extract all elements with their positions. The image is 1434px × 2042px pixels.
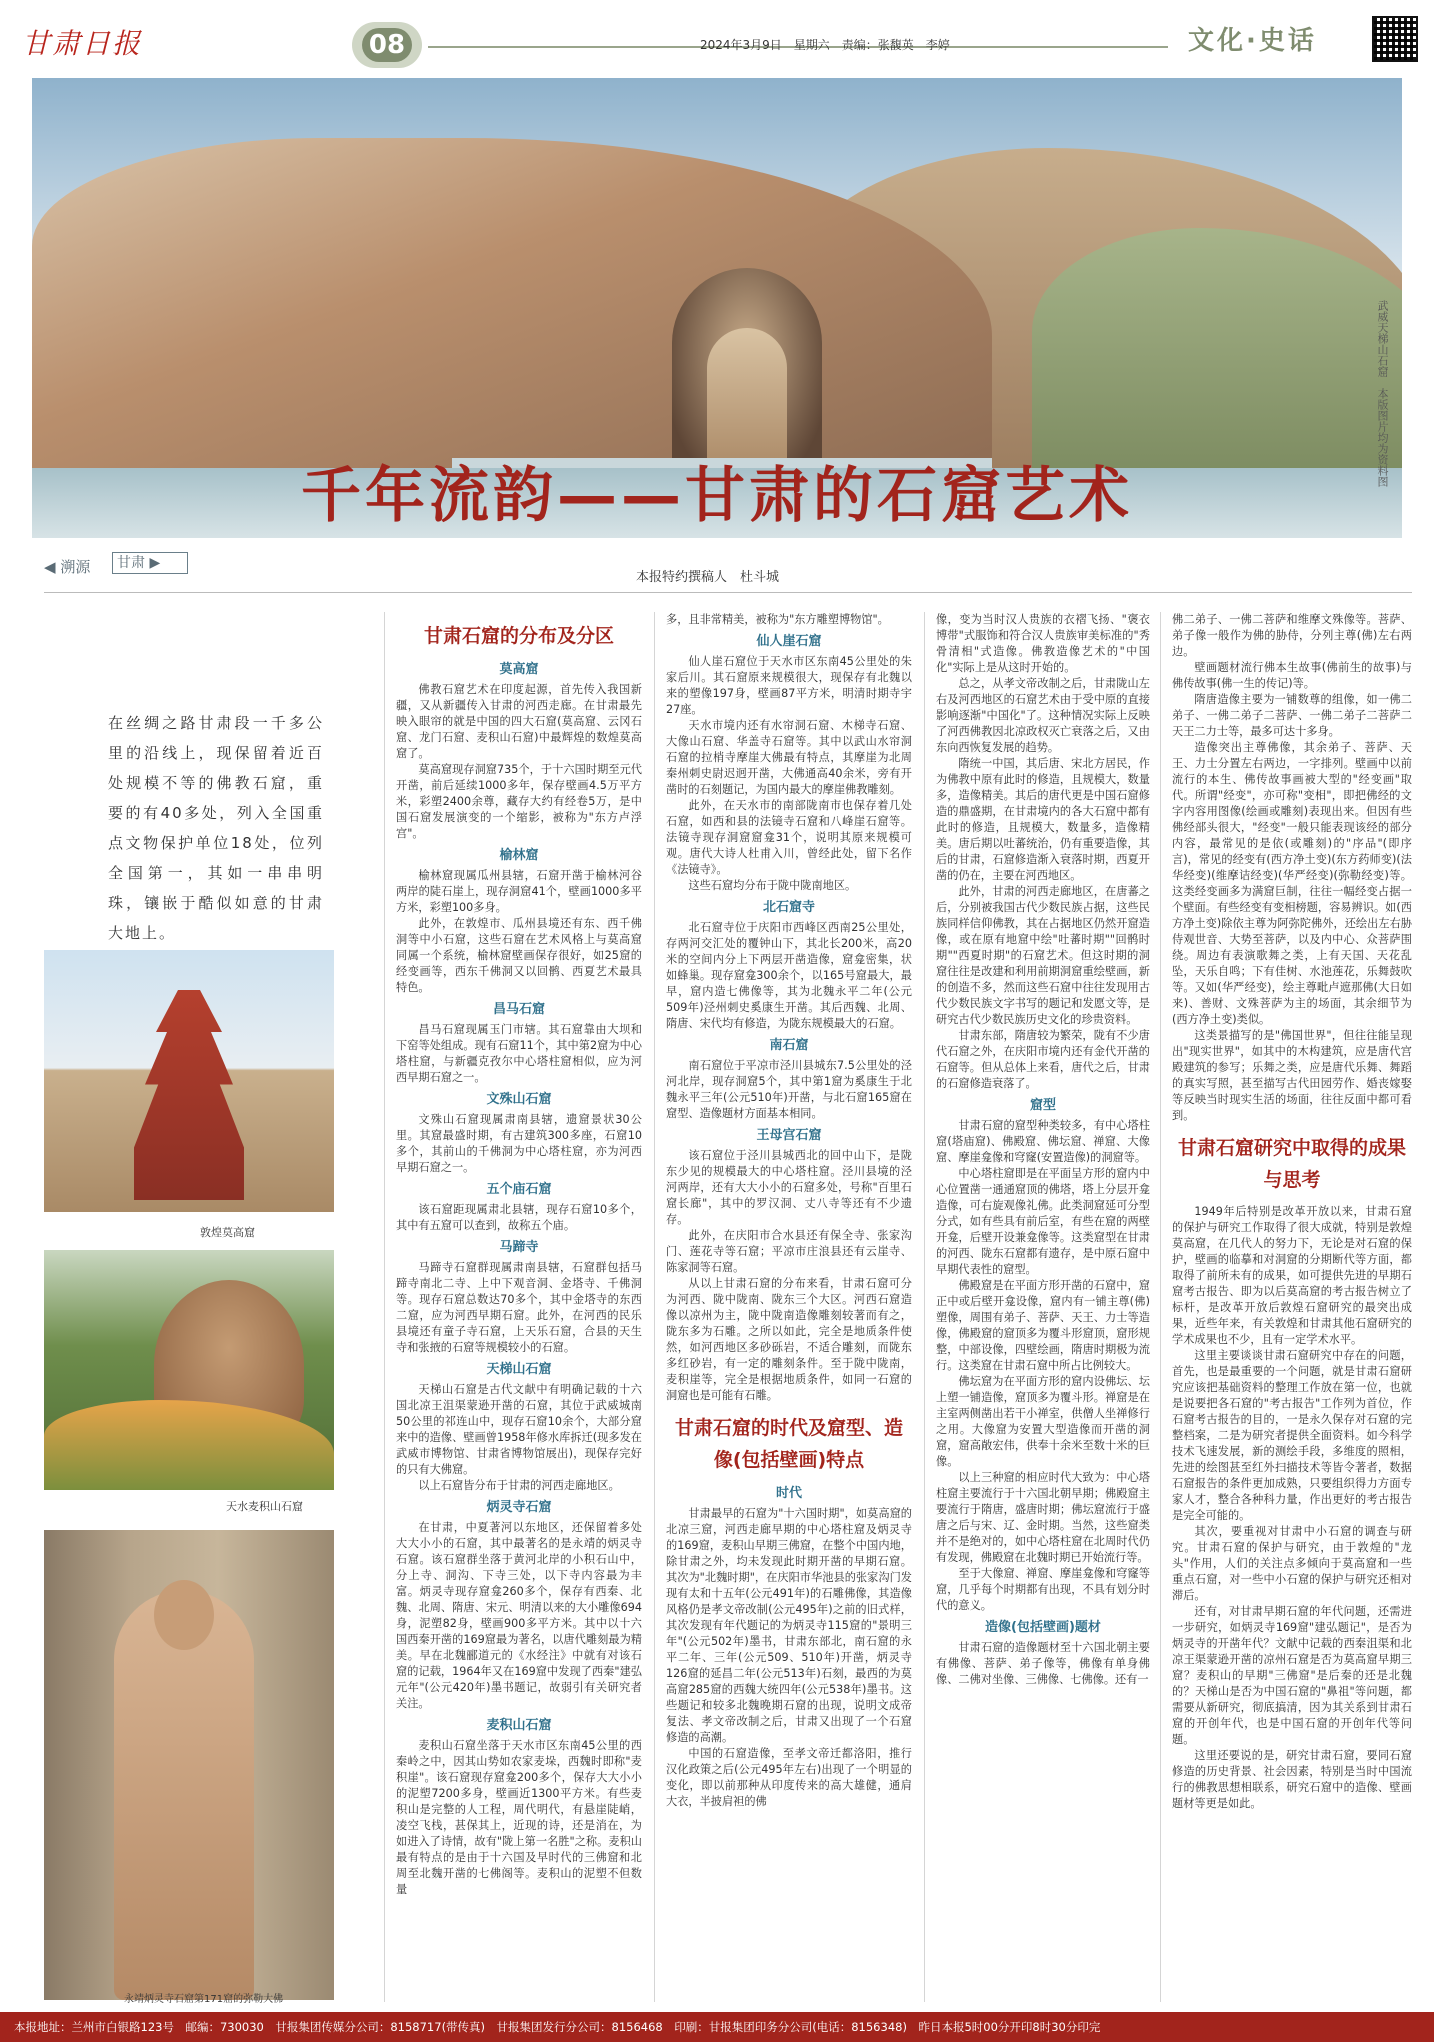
paragraph: 1949年后特别是改革开放以来，甘肃石窟的保护与研究工作取得了很大成就，特别是敦煌莫高窟，在几代人的努力下，无论是对石窟的保护，壁画的临摹和对洞窟的分期断代等方面，都取得了前所未有的成果，如可提供先进的早期石窟考古报告、即为以后莫高窟的考古报告树立了标杆，是改革开放后敦煌石窟研究的最突出成果，近些年来，有关敦煌和甘肃其他石窟研究的学术成果也不少，且有一定学术水平。: [1172, 1205, 1412, 1346]
column-3: [666, 612, 912, 1810]
paragraph: 天梯山石窟是古代文献中有明确记载的十六国北凉王沮渠蒙逊开凿的石窟，其位于武威城南50公里的祁连山中，现存石窟10余个，大部分窟来中的造像、壁画曾1958年修水库拆迁(现多发在武威市博物馆、甘肃省博物馆展出)，现保存完好的只有大佛窟。: [396, 1383, 642, 1476]
minihead-cave-types: 窟型: [1029, 1098, 1056, 1113]
buddha-head: [154, 1580, 214, 1650]
paragraph: 像，变为当时汉人贵族的衣褶飞扬、"褒衣博带"式服饰和符合汉人贵族审美标准的"秀骨清相"式造像。佛教造像艺术的"中国化"实际上是从这时开始的。: [936, 613, 1150, 674]
paragraph: 佛殿窟是在平面方形开凿的石窟中，窟正中或后壁开龛设像，窟内有一铺主尊(佛)塑像，周围有弟子、菩萨、天王、力士等造像，佛殿窟的窟顶多为覆斗形窟顶，窟形规整，中部设像，四壁绘画，隋唐时期极为流行。这类窟在甘肃石窟中所占比例较大。: [936, 1279, 1150, 1372]
minihead-yulin: 榆林窟: [499, 848, 539, 863]
intro-paragraph: 在丝绸之路甘肃段一千多公里的沿线上，现保留着近百处规模不等的佛教石窟，重要的有40多处，列入全国重点文物保护单位18处，位列全国第一，其如一串串明珠，镶嵌于酷似如意的甘肃大地上。: [108, 714, 324, 942]
paragraph: 至于大像窟、禅窟、摩崖龛像和穹窿等窟，几乎每个时期都有出现，不具有划分时代的意义。: [936, 1567, 1150, 1612]
paragraph: 这些石窟均分布于陇中陇南地区。: [688, 879, 857, 892]
column-rule-2: [654, 612, 655, 2002]
maitreya-buddha-statue: [114, 1590, 254, 2000]
minihead-tiantishan: 天梯山石窟: [486, 1362, 552, 1377]
subhead-distribution: 甘肃石窟的分布及分区: [423, 625, 614, 647]
tag-prefix: ◀ 溯源: [44, 558, 91, 576]
paragraph: 中国的石窟造像，至孝文帝迁都洛阳，推行汉化政策之后(公元495年左右)出现了一个明显的变化，即以前那种从印度传来的高大雄健，通肩大衣，半披肩袒的佛: [666, 1747, 912, 1808]
minihead-wugemiao: 五个庙石窟: [486, 1182, 552, 1197]
minihead-wangmugong: 王母宫石窟: [756, 1128, 822, 1143]
footer-text: 本报地址：兰州市白银路123号 邮编：730030 甘报集团传媒分公司：8158717(带传真) 甘报集团发行分公司：8156468 印刷：甘报集团印务分公司(电话：8156348) 昨日本报5时00分开印8时30分印完: [14, 2020, 1101, 2034]
minihead-nanshiku: 南石窟: [769, 1038, 809, 1053]
paragraph: 此外，在敦煌市、瓜州县境还有东、西千佛洞等中小石窟，这些石窟在艺术风格上与莫高窟同属一个系统，榆林窟壁画保存很好，如25窟的经变画等，西东千佛洞又以回鹘、西夏艺术最具特色。: [396, 917, 642, 994]
page-title: 千年流韵——甘肃的石窟艺术: [301, 461, 1133, 531]
footer-bar: [0, 2012, 1434, 2042]
byline: 本报特约撰稿人 杜斗城: [636, 570, 780, 585]
date-editor-line: 2024年3月9日 星期六 责编：张馥英 李婷: [700, 38, 950, 52]
minihead-beishikusi: 北石窟寺: [762, 900, 815, 915]
hero-caption: 武威天梯山石窟 本版图片均为资料图: [1376, 300, 1389, 487]
minihead-statue-themes: 造像(包括壁画)题材: [985, 1620, 1101, 1635]
paragraph: 该石窟距现属肃北县辖，现存石窟10多个，其中有五窟可以查到，故称五个庙。: [396, 1203, 642, 1232]
subhead-research: 甘肃石窟研究中取得的成果与思考: [1177, 1137, 1406, 1191]
paragraph: 造像突出主尊佛像，其余弟子、菩萨、天王、力士分置左右两边，一字排列。壁画中以前流行的本生、佛传故事画被大型的"经变画"取代。所谓"经变"，亦可称"变相"，即把佛经的文字内容用图像(绘画或雕刻)表现出来。但因有些佛经部头很大，"经变"一般只能表现该经的部分内容，最常见的是依(或雕刻)的"序品"(即序言)，常见的经变有(西方净土变)(东方药师变)(法华经变)(维摩诘经变)(华严经变)(弥勒经变)等。这类经变画多为满窟巨制，往往一幅经变占据一个壁面。有些经变有变相榜题，容易辨识。如(西方净土变)除依主尊为阿弥陀佛外，还绘出左右胁侍观世音、大势至菩萨，以及内中心、众菩萨围绕。周边有表演歌舞之类，上有天国、天花乱坠，天乐自鸣；下有佳树、水池莲花，乐舞鼓吹等。又如(华严经变)，绘主尊毗卢遮那佛(大日如来)、善财、文殊菩萨为主的场面，其余细节为(西方净土变)类似。: [1172, 741, 1412, 1026]
section-title: 文化·史话: [1188, 26, 1317, 56]
minihead-maijishan: 麦积山石窟: [486, 1718, 552, 1733]
paragraph: 隋统一中国，其后唐、宋北方居民，作为佛教中原有此时的修造，且规模大，数量多，造像精美。其后的唐代更是中国石窟修造的鼎盛期，在甘肃境内的各大石窟中都有此时的修造，且规模大，数量多，造像精美。唐后期以吐蕃统治，仍有重要造像，其后的甘肃，石窟修造渐入衰落时期，西夏开凿的仍在，主要在河西地区。: [936, 757, 1150, 882]
column-rule-3: [924, 612, 925, 2002]
paragraph: 在甘肃，中夏著河以东地区，还保留着多处大大小小的石窟，其中最著名的是永靖的炳灵寺石窟。该石窟群坐落于黄河北岸的小积石山中，分上寺、洞沟、下寺三处，以下寺内容最为丰富。炳灵寺现存窟龛260多个，保存有西秦、北魏、北周、隋唐、宋元、明清以来的大小雕像694身，泥塑82身，壁画900多平方米。其中以十六国西秦开凿的169窟最为著名，以唐代雕刻最为精美。早在北魏郦道元的《水经注》中就有对该石窟的记载，1964年又在169窟中发现了西秦"建弘元年"(公元420年)墨书题记，故弱引有关研究者关注。: [396, 1521, 642, 1710]
article-divider: [44, 592, 1412, 593]
paragraph: 还有，对甘肃早期石窟的年代问题，还需进一步研究，如炳灵寺169窟"建弘题记"，是否为炳灵寺的开凿年代？文献中记载的西秦沮渠和北凉王渠蒙逊开凿的凉州石窟是否为莫高窟早期三窟？麦积山的早期"三佛窟"是后秦的还是北魏的？天梯山是否为中国石窟的"鼻祖"等问题，都需要从新研究，彻底搞清，因为其关系到甘肃石窟的开创年代，也是中国石窟的开创年代等问题。: [1172, 1605, 1412, 1746]
paragraph: 中心塔柱窟即是在平面呈方形的窟内中心位置凿一通通窟顶的佛塔，塔上分层开龛造像，可右旋观像礼佛。此类洞窟延可分型分式，如有些具有前后室，有些在窟的两壁开龛，后壁开设兼龛像等。这类窟型在甘肃的河西、陇东石窟都有遗存，是中原石窟中早期代表性的窟型。: [936, 1167, 1150, 1276]
paragraph: 此外，在庆阳市合水县还有保全寺、张家沟门、莲花寺等石窟；平凉市庄浪县还有云崖寺、陈家洞等石窟。: [666, 1229, 912, 1274]
paragraph: 这类景描写的是"佛国世界"，但往往能呈现出"现实世界"，如其中的木构建筑，应是唐代宫殿建筑的参写；乐舞之类，应是唐代乐舞、舞蹈的真实写照，甚至描写古代田园劳作、婚丧嫁娶等反映当时现实生活的场面，往往反面中都可看到。: [1172, 1029, 1412, 1122]
paragraph: 南石窟位于平凉市泾川县城东7.5公里处的泾河北岸，现存洞窟5个，其中第1窟为奚康生于北魏永平三年(公元510年)开凿，与北石窟165窟在窟型、造像题材方面基本相同。: [666, 1059, 912, 1120]
paragraph: 文殊山石窟现属肃南县辖，遗窟景状30公里。其窟最盛时期，有古建筑300多座，石窟10多个，其前山的千佛洞为中心塔柱窟，亦为河西早期石窟之一。: [396, 1113, 642, 1174]
paragraph: 该石窟位于泾川县城西北的回中山下，是陇东少见的规模最大的中心塔柱窟。泾川县境的泾河两岸，还有大大小小的石窟多处，号称"百里石窟长廊"，其中的罗汉洞、丈八寺等还有不少遗存。: [666, 1149, 912, 1226]
paragraph: 北石窟寺位于庆阳市西峰区西南25公里处，存两河交汇处的覆钟山下，其北长200米，高20米的空间内分上下两层开凿造像，窟龛密集，状如蜂巢。现存窟龛300余个，以165号窟最大，最早，窟内造七佛像等，其为北魏永平二年(公元509年)泾州刺史奚康生开凿。其后西魏、北周、隋唐、宋代均有修造，为陇东规模最大的石窟。: [666, 921, 912, 1030]
paragraph: 从以上甘肃石窟的分布来看，甘肃石窟可分为河西、陇中陇南、陇东三个大区。河西石窟造像以凉州为主，陇中陇南造像雕刻较著而有之，陇东多为石雕。之所以如此，完全是地质条件使然，如河西地区多砂砾岩，不适合雕刻，而陇东多红砂岩，有一定的雕刻条件。至于陇中陇南，麦积崖等，完全是根据地质条件，如同一石窟的洞窟也是可能有石雕。: [666, 1277, 912, 1402]
paragraph: 其次，要重视对甘肃中小石窟的调查与研究。甘肃石窟的保护与研究，由于敦煌的"龙头"作用，人们的关注点多倾向于莫高窟和一些重点石窟，对一些中小石窟的保护与研究还相对滞后。: [1172, 1525, 1412, 1602]
tag-label: 甘肃 ▶: [112, 552, 188, 574]
paragraph: 麦积山石窟坐落于天水市区东南45公里的西秦岭之中，因其山势如农家麦垛，西魏时即称"麦积崖"。该石窟现存窟龛200多个，保存大大小小的泥塑7200多身，壁画近1300平方米。有些麦积山是完整的人工程，周代明代，有悬崖陡峭，凌空飞栈，甚保其上，近现的诗，还是消在，为如进入了诗情，故有"陇上第一名胜"之称。麦积山最有特点的是由于十六国及早时代的三佛窟和北周至北魏开凿的七佛阁等。麦积山的泥塑不但数量: [396, 1739, 642, 1896]
newspaper-logo: 甘肃日报: [22, 27, 143, 60]
minihead-wenshushan: 文殊山石窟: [486, 1092, 552, 1107]
paragraph: 这里主要谈谈甘肃石窟研究中存在的问题，首先，也是最重要的一个问题，就是甘肃石窟研究应该把基础资料的整理工作放在第一位，也就是说要把各石窟的"考古报告"工作列为首位，作石窟考古报告的目的，一是永久保存对石窟的完整档案，二是为研究者提供全面资料。如今科学技术飞速发展，新的测绘手段，多维度的照相，先进的绘图甚至红外扫描技术等皆令著者，数据石窟报告的条件更加成熟，只要组织得力方面专家人才，整合各种科力量，作出更好的考古报告是完全可能的。: [1172, 1349, 1412, 1522]
photo-caption-bingling: 永靖炳灵寺石窟第171窟的弥勒大佛: [124, 1994, 284, 2005]
paragraph: 这里还要说的是，研究甘肃石窟，要同石窟修造的历史背景、社会因素，特别是当时中国流行的佛教思想相联系，研究石窟中的造像、壁画题材等更是如此。: [1172, 1749, 1412, 1810]
paragraph: 甘肃石窟的造像题材至十六国北朝主要有佛像、菩萨、弟子像等，佛像有单身佛像、二佛对坐像、三佛像、七佛像。还有一: [936, 1641, 1150, 1686]
tag-prefix-text: 溯源: [60, 558, 91, 576]
paragraph: 佛坛窟为在平面方形的窟内设佛坛、坛上塑一铺造像，窟顶多为覆斗形。禅窟是在主室两侧凿出若干小禅室，供僧人坐禅修行之用。大像窟为安置大型造像而开凿的洞窟，窟高敞宏伟，供奉十余米至数十米的巨像。: [936, 1375, 1150, 1468]
photo-bingling-buddha: [44, 1530, 334, 2000]
paragraph: 隋唐造像主要为一铺数尊的组像，如一佛二弟子、一佛二弟子二菩萨、一佛二弟子二菩萨二天王二力士等，最多可达十多身。: [1172, 693, 1412, 738]
tag-label-text: 甘肃: [117, 555, 145, 571]
paragraph: 总之，从孝文帝改制之后，甘肃陇山左右及河西地区的石窟艺术由于受中原的直接影响逐渐"中国化"了。这种情况实际上反映了河西佛教因北凉政权灭亡衰落之后，又由东向西恢复发展的趋势。: [936, 677, 1150, 754]
paragraph: 天水市境内还有水帘洞石窟、木梯寺石窟、大像山石窟、华盖寺石窟等。其中以武山水帘洞石窟的拉梢寺摩崖大佛最有特点，其摩崖为北周秦州刺史尉迟迥开凿，大佛通高40余米，旁有开凿时的石刻题记，为国内最大的摩崖佛教雕刻。: [666, 719, 912, 796]
page-number: 08: [362, 28, 412, 62]
paragraph: 甘肃石窟的窟型种类较多，有中心塔柱窟(塔庙窟)、佛殿窟、佛坛窟、禅窟、大像窟、摩崖龛像和穹窿(安置造像)的洞窟等。: [936, 1119, 1150, 1164]
paragraph: 佛二弟子、一佛二菩萨和维摩文殊像等。菩萨、弟子像一般作为佛的胁侍，分列主尊(佛)左右两边。: [1172, 613, 1412, 658]
column-4: [936, 612, 1150, 1688]
column-2: [396, 612, 642, 1898]
paragraph: 壁画题材流行佛本生故事(佛前生的故事)与佛传故事(佛一生的传记)等。: [1172, 661, 1412, 690]
qr-code-icon[interactable]: [1372, 16, 1418, 62]
paragraph: 甘肃东部，隋唐较为繁荣，陇有不少唐代石窟之外，在庆阳市境内还有金代开凿的石窟等。但从总体上来看，唐代之后，甘肃的石窟修造衰落了。: [936, 1029, 1150, 1090]
masthead: [0, 0, 1434, 78]
photo-caption-maijishan: 天水麦积山石窟: [226, 1500, 303, 1513]
paragraph: 马蹄寺石窟群现属肃南县辖，石窟群包括马蹄寺南北二寺、上中下观音洞、金塔寺、千佛洞等。现存石窟总数达70多个，其中金塔寺的东西二窟，应为河西早期石窟。此外，在河西的民乐县境还有童子寺石窟，上天乐石窟，合县的天生寺和张掖的石窟等规模较小的石窟。: [396, 1261, 642, 1354]
paragraph: 此外，在天水市的南部陇南市也保存着几处石窟，如西和县的法镜寺石窟和八峰崖石窟等。法镜寺现存洞窟窟龛31个，说明其原来规模可观。唐代大诗人杜甫入川，曾经此处，留下名作《法镜寺》。: [666, 799, 912, 876]
minihead-changma: 昌马石窟: [492, 1002, 545, 1017]
minihead-matisi: 马蹄寺: [499, 1240, 539, 1255]
column-rule-4: [1160, 612, 1161, 2002]
subhead-periods: 甘肃石窟的时代及窟型、造像(包括壁画)特点: [674, 1417, 903, 1471]
paragraph: 多，且非常精美，被称为"东方雕塑博物馆"。: [666, 613, 889, 626]
column-5: [1172, 612, 1412, 1812]
paragraph: 佛教石窟艺术在印度起源，首先传入我国新疆，又从新疆传入甘肃的河西走廊。在甘肃最先映入眼帘的就是中国的四大石窟(莫高窟、云冈石窟、龙门石窟、麦积山石窟)中最辉煌的数煌莫高窟了。: [396, 683, 642, 760]
paragraph: 以上石窟皆分布于甘肃的河西走廊地区。: [418, 1479, 620, 1492]
paragraph: 昌马石窟现属玉门市辖。其石窟靠由大坝和下窑等处组成。现有石窟11个，其中第2窟为中心塔柱窟，与新疆克孜尔中心塔柱窟相似，应为河西早期石窟之一。: [396, 1023, 642, 1084]
minihead-mogao: 莫高窟: [499, 662, 539, 677]
paragraph: 以上三种窟的相应时代大致为：中心塔柱窟主要流行于十六国北朝早期；佛殿窟主要流行于隋唐，盛唐时期；佛坛窟流行于盛唐之后与宋、辽、金时期。当然，这些窟类并不是绝对的，如中心塔柱窟在北周时代仍有发现，佛殿窟在北魏时期已开始流行等。: [936, 1471, 1150, 1564]
minihead-era: 时代: [775, 1486, 802, 1501]
nine-storey-pagoda: [134, 990, 244, 1200]
minihead-bingling: 炳灵寺石窟: [486, 1500, 552, 1515]
photo-maijishan: [44, 1250, 334, 1490]
minihead-xianrenya: 仙人崖石窟: [756, 634, 822, 649]
paragraph: 仙人崖石窟位于天水市区东南45公里处的朱家后川。其石窟原来规模很大，现保存有北魏以来的塑像197身，壁画87平方米，明清时期寺宇27座。: [666, 655, 912, 716]
paragraph: 莫高窟现存洞窟735个，于十六国时期至元代开凿，前后延续1000多年，保存壁画4.5万平方米，彩塑2400余尊，藏存大约有经卷5万，是中国石窟发展演变的一个缩影，被称为"东方卢浮宫"。: [396, 763, 642, 840]
paragraph: 此外，甘肃的河西走廊地区，在唐蕃之后，分别被我国古代少数民族占据，这些民族同样信仰佛教，其在占据地区仍然开窟造像，或在原有地窟中绘"吐蕃时期""回鹘时期""西夏时期"的石窟艺术。但这时期的洞窟往往是改建和利用前期洞窟重绘壁画，新的创造不多，然而这些石窟中往往发现用古代少数民族文字书写的题记和发愿文等，是研究古代少数民族历史文化的珍贵资料。: [936, 885, 1150, 1026]
paragraph: 榆林窟现属瓜州县辖，石窟开凿于榆林河谷两岸的陡石崖上，现存洞窟41个，壁画1000多平方米，彩塑100多身。: [396, 869, 642, 914]
column-rule-1: [384, 612, 385, 2002]
photo-caption-mogao: 敦煌莫高窟: [200, 1226, 255, 1239]
paragraph: 甘肃最早的石窟为"十六国时期"，如莫高窟的北凉三窟，河西走廊早期的中心塔柱窟及炳灵寺的169窟，麦积山早期三佛窟，在整个中国内地，除甘肃之外，均未发现此时期开凿的早期石窟。其次为"北魏时期"，在庆阳市华池县的张家沟门发现有太和十五年(公元491年)的石雕佛像，其造像风格仍是孝文帝改制(公元495年)之前的旧式样，其次发现有年代题记的为炳灵寺115窟的"景明三年"(公元502年)墨书，甘肃东部北，南石窟的永平二年、三年(公元509、510年)开凿，炳灵寺126窟的延昌二年(公元513年)石刻，最西的为莫高窟285窟的西魏大统四年(公元538年)墨书。这些题记和较多北魏晚期石窟的出现，说明文成帝复法、孝文帝改制之后，甘肃又出现了一个石窟修造的高潮。: [666, 1507, 912, 1744]
photo-mogao-caves: [44, 950, 334, 1212]
